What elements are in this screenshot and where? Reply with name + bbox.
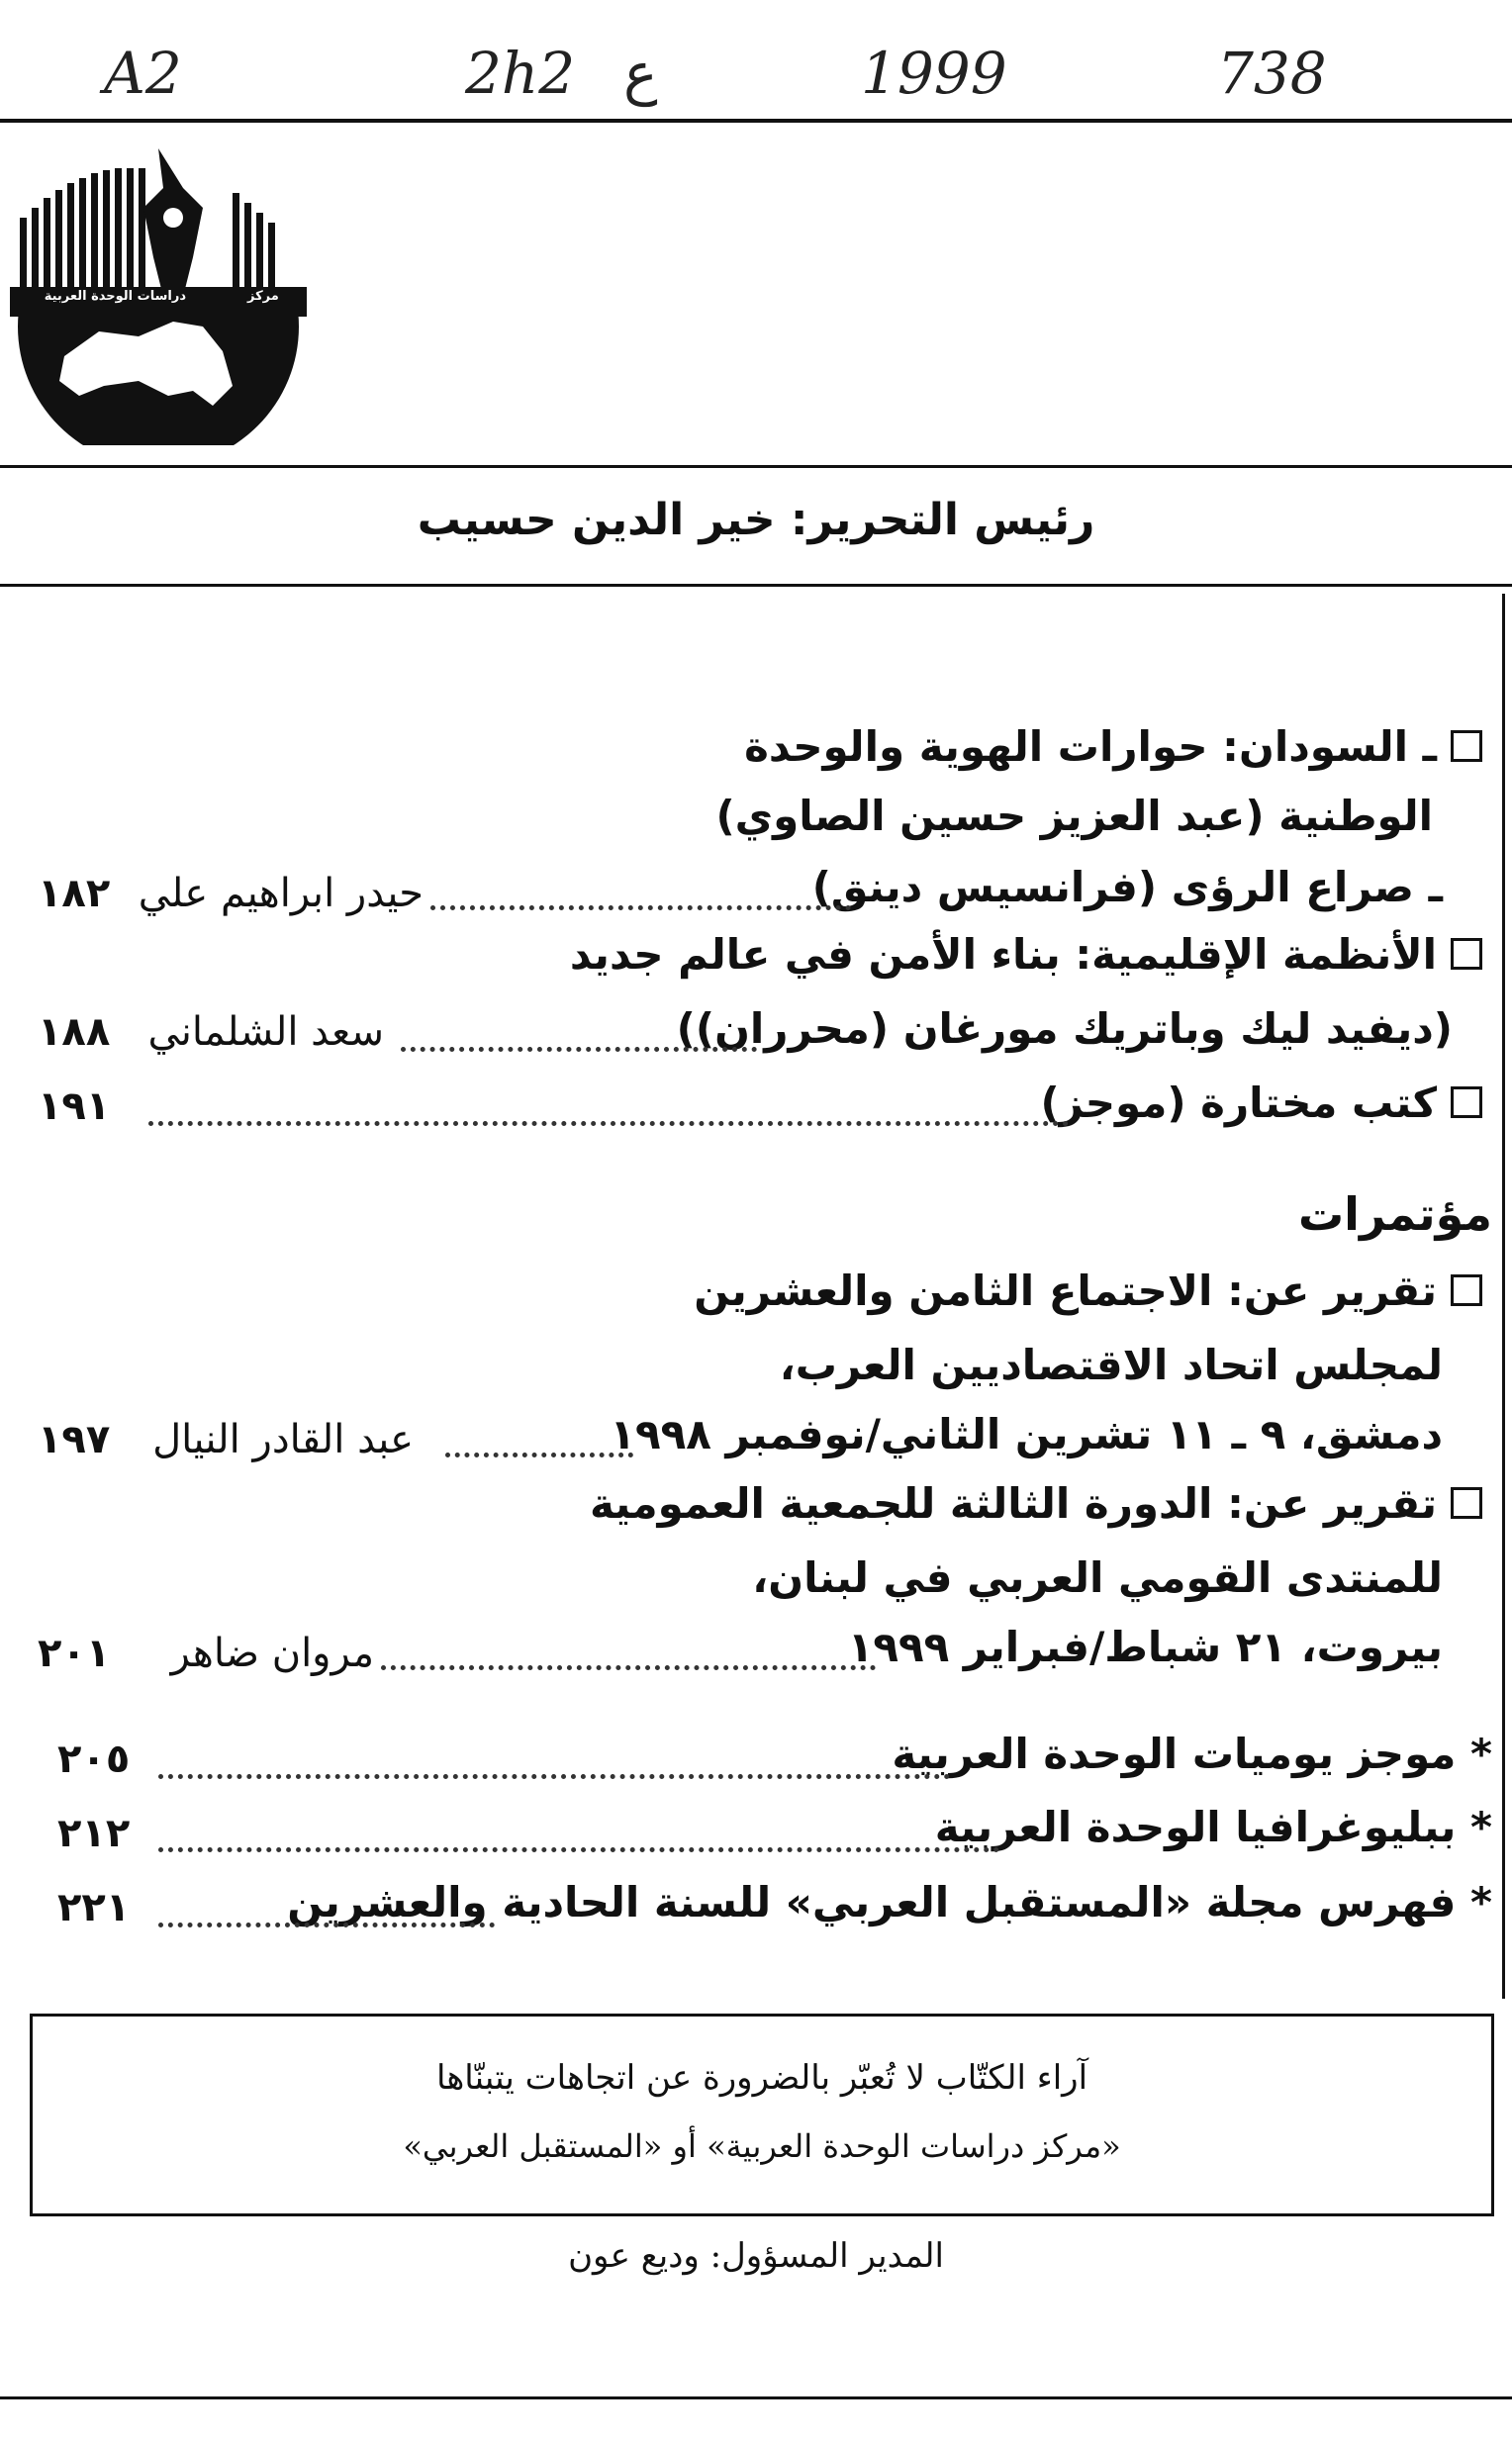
disclaimer-line1: آراء الكتّاب لا تُعبّر بالضرورة عن اتجاهات يتبنّاها <box>435 2058 1088 2098</box>
toc-conf1-author: عبد القادر النيال <box>152 1417 414 1462</box>
toc-conf1-page: ١٩٧ <box>38 1417 111 1462</box>
disclaimer-line2: «مركز دراسات الوحدة العربية» أو «المستقبل العربي» <box>403 2127 1121 2165</box>
toc-conf1-line1: تقرير عن: الاجتماع الثامن والعشرين <box>694 1267 1482 1315</box>
checkbox-icon <box>1451 1274 1482 1306</box>
toc-conf2-line1: تقرير عن: الدورة الثالثة للجمعية العمومية <box>590 1479 1482 1528</box>
toc-books-leader <box>148 1121 1069 1126</box>
disclaimer-box <box>30 2014 1494 2216</box>
toc-books-page: ١٩١ <box>38 1083 111 1129</box>
toc-books-line1: كتب مختارة (موجز) <box>1040 1079 1482 1127</box>
top-rule <box>0 119 1512 123</box>
toc-biblio-leader <box>158 1847 999 1852</box>
toc-biblio: * ببليوغرافيا الوحدة العربية <box>934 1803 1492 1851</box>
toc-conf2-page: ٢٠١ <box>38 1631 111 1676</box>
toc-conf1-line2: لمجلس اتحاد الاقتصاديين العرب، <box>779 1341 1443 1389</box>
toc-conf2-author: مروان ضاهر <box>170 1631 374 1676</box>
bottom-rule <box>0 2396 1512 2399</box>
header-rule-bottom <box>0 584 1512 587</box>
toc-sudan-leader <box>430 905 851 910</box>
toc-conf2-line2: للمنتدى القومي العربي في لبنان، <box>752 1553 1443 1602</box>
toc-regional-leader <box>401 1047 757 1052</box>
toc-sudan-line1: ـ السودان: حوارات الهوية والوحدة <box>744 722 1482 771</box>
toc-sudan-page: ١٨٢ <box>38 871 111 916</box>
toc-index: * فهرس مجلة «المستقبل العربي» للسنة الحادية والعشرين <box>287 1878 1492 1926</box>
toc-sudan-line2: الوطنية (عبد العزيز حسين الصاوي) <box>715 792 1433 840</box>
managing-director: المدير المسؤول: وديع عون <box>568 2236 944 2276</box>
toc-diary: * موجز يوميات الوحدة العربية <box>892 1730 1492 1778</box>
checkbox-icon <box>1451 1487 1482 1519</box>
toc-conf1-leader <box>445 1453 633 1457</box>
handwritten-year: 1999 <box>861 40 1007 107</box>
handwritten-letter: ع <box>623 40 658 107</box>
handwritten-number: 738 <box>1217 40 1327 107</box>
toc-index-leader <box>158 1923 495 1927</box>
checkbox-icon <box>1451 938 1482 970</box>
toc-regional-line1: الأنظمة الإقليمية: بناء الأمن في عالم جديد <box>570 930 1482 979</box>
toc-conf2-leader <box>381 1665 876 1670</box>
toc-conf2-line3: بيروت، ٢١ شباط/فبراير ١٩٩٩ <box>847 1623 1443 1671</box>
checkbox-icon <box>1451 1086 1482 1118</box>
conferences-heading: مؤتمرات <box>1297 1187 1492 1241</box>
toc-regional-author: سعد الشلماني <box>147 1009 384 1055</box>
checkbox-icon <box>1451 730 1482 762</box>
center-logo <box>10 148 307 445</box>
toc-diary-leader <box>158 1774 950 1779</box>
toc-index-page: ٢٢١ <box>57 1885 131 1930</box>
logo-caption: دراسات الوحدة العربية <box>44 289 186 304</box>
handwritten-ref: A2 <box>104 40 182 107</box>
toc-diary-page: ٢٠٥ <box>57 1737 131 1782</box>
toc-regional-page: ١٨٨ <box>38 1009 111 1055</box>
toc-conf1-line3: دمشق، ٩ ـ ١١ تشرين الثاني/نوفمبر ١٩٩٨ <box>610 1410 1443 1458</box>
toc-sudan-author: حيدر ابراهيم علي <box>138 871 424 916</box>
page-edge-rule <box>1502 594 1505 1999</box>
toc-sudan-line3: ـ صراع الرؤى (فرانسيس دينق) <box>811 863 1443 911</box>
toc-regional-line2: (ديفيد ليك وباتريك مورغان (محرران)) <box>676 1004 1453 1053</box>
header-rule-top <box>0 465 1512 468</box>
handwritten-code: 2h2 <box>465 40 576 107</box>
logo-caption-top: مركز <box>247 289 279 304</box>
editor-in-chief: رئيس التحرير: خير الدين حسيب <box>417 495 1095 545</box>
toc-biblio-page: ٢١٢ <box>57 1811 131 1856</box>
